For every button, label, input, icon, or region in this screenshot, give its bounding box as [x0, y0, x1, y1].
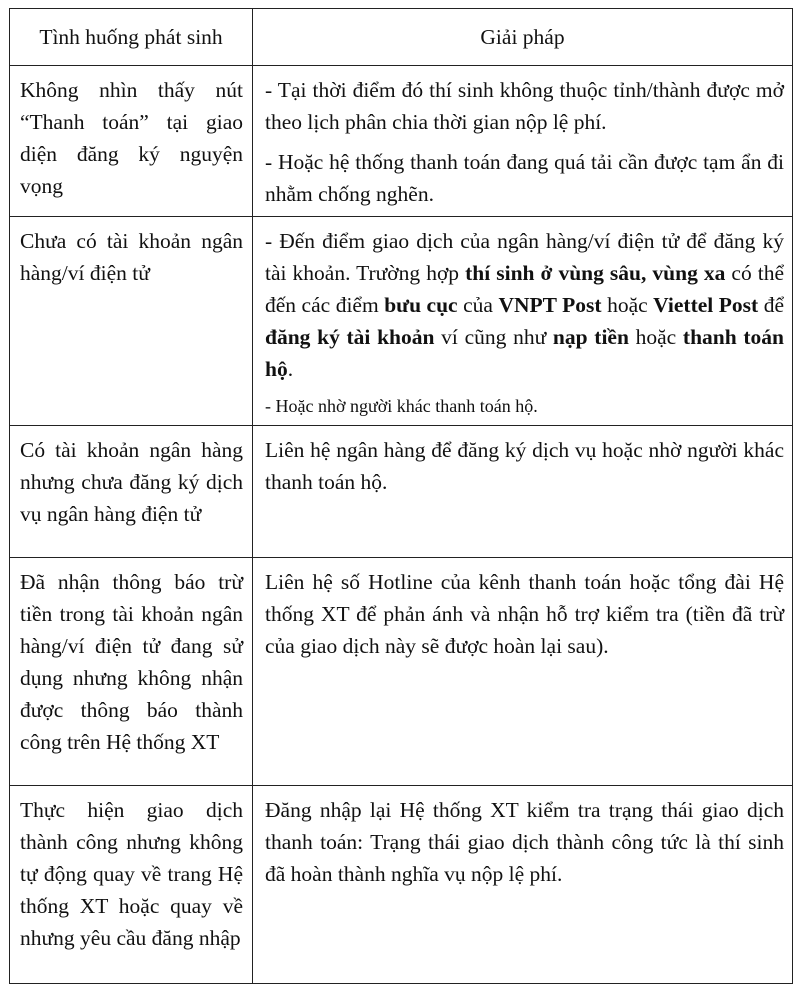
text-run: - Đến điểm giao dịch của ngân hàng/ví điện tử để đăng ký tài khoản. Trường hợp: [265, 229, 784, 285]
text-run: hoặc: [628, 325, 683, 349]
bold-text-run: bưu cục: [384, 293, 458, 317]
solution-cell: [253, 217, 793, 426]
solution-cell: Đăng nhập lại Hệ thống XT kiểm tra trạng thái giao dịch thanh toán: Trạng thái giao dịch thành công tức là thí sinh đã hoàn thành nghĩa vụ nộp lệ phí.: [253, 786, 793, 984]
text-run: .: [287, 357, 294, 381]
solution-cell: Liên hệ ngân hàng để đăng ký dịch vụ hoặc nhờ người khác thanh toán hộ.: [253, 426, 793, 558]
solution-cell: [253, 66, 793, 217]
bold-text-run: thanh toán hộ: [265, 325, 784, 381]
solution-paragraph: [265, 225, 784, 385]
situation-cell: Thực hiện giao dịch thành công nhưng không tự động quay về trang Hệ thống XT hoặc quay về nhưng yêu cầu đăng nhập: [10, 786, 253, 984]
situation-cell: Không nhìn thấy nút “Thanh toán” tại giao diện đăng ký nguyện vọng: [10, 66, 253, 217]
header-solution: Giải pháp: [253, 9, 793, 66]
solution-cell: Liên hệ số Hotline của kênh thanh toán hoặc tổng đài Hệ thống XT để phản ánh và nhận hỗ trợ kiểm tra (tiền đã trừ của giao dịch này sẽ được hoàn lại sau).: [253, 558, 793, 786]
bold-text-run: nạp tiền: [552, 325, 629, 349]
table-row: [10, 217, 793, 426]
bold-text-run: Viettel Post: [653, 293, 759, 317]
text-run: hoặc: [601, 293, 654, 317]
text-run: ví cũng như: [434, 325, 553, 349]
table-row: [10, 786, 793, 984]
bold-text-run: VNPT Post: [498, 293, 602, 317]
solution-paragraph: - Hoặc nhờ người khác thanh toán hộ.: [265, 396, 538, 416]
table-row: [10, 426, 793, 558]
table-header-row: [10, 9, 793, 66]
situation-cell: Có tài khoản ngân hàng nhưng chưa đăng ký dịch vụ ngân hàng điện tử: [10, 426, 253, 558]
bold-text-run: đăng ký tài khoản: [265, 325, 435, 349]
situation-cell: Chưa có tài khoản ngân hàng/ví điện tử: [10, 217, 253, 426]
situation-cell: Đã nhận thông báo trừ tiền trong tài khoản ngân hàng/ví điện tử đang sử dụng nhưng không nhận được thông báo thành công trên Hệ thống XT: [10, 558, 253, 786]
text-run: có thể đến các điểm: [265, 261, 785, 317]
table-row: [10, 66, 793, 217]
text-run: để: [758, 293, 784, 317]
payment-issues-table: [9, 8, 793, 984]
solution-paragraph: - Tại thời điểm đó thí sinh không thuộc tỉnh/thành được mở theo lịch phân chia thời gian nộp lệ phí.: [265, 78, 784, 134]
table-row: [10, 558, 793, 786]
header-situation: Tình huống phát sinh: [10, 9, 253, 66]
text-run: của: [457, 293, 499, 317]
solution-paragraph: - Hoặc hệ thống thanh toán đang quá tải cần được tạm ẩn đi nhằm chống nghẽn.: [265, 150, 784, 206]
bold-text-run: thí sinh ở vùng sâu, vùng xa: [465, 261, 726, 285]
